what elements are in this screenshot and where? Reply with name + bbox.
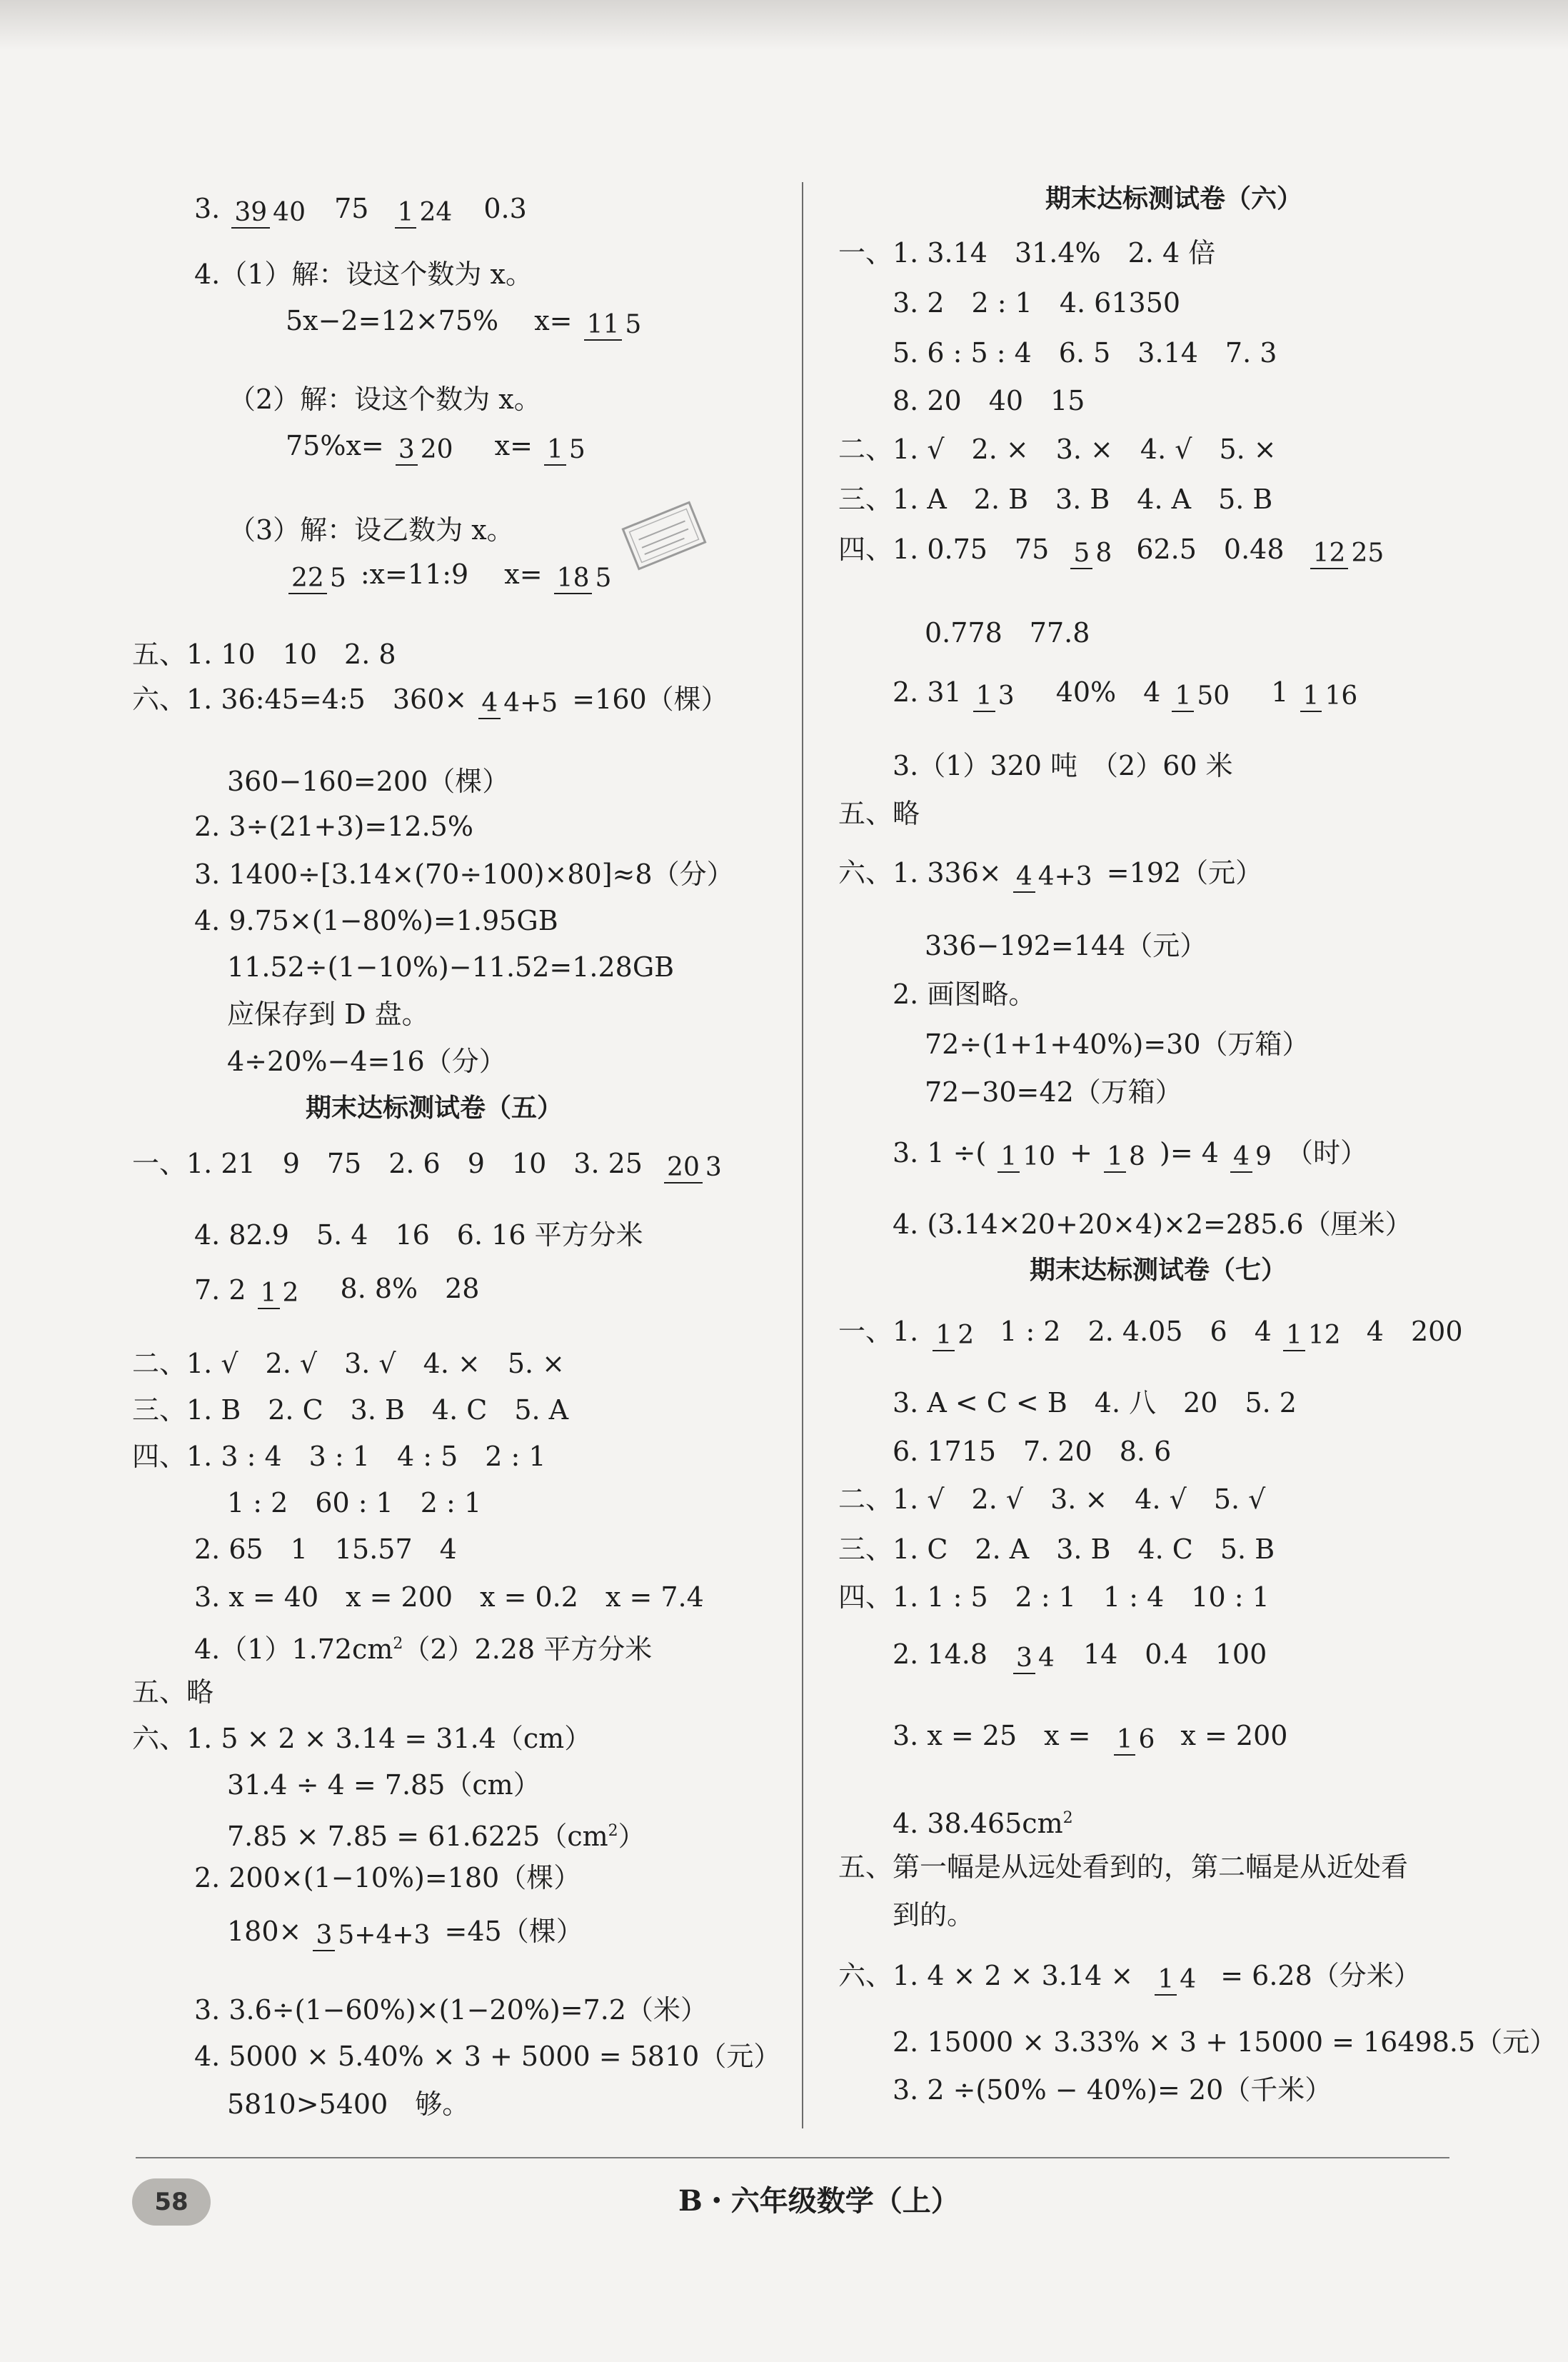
- fraction: 1 3: [973, 678, 1017, 712]
- answer-line: 2. 200×(1−10%)=180（棵）: [194, 1862, 581, 1893]
- fraction: 11 5: [584, 306, 645, 341]
- stamp-mark-icon: [610, 493, 718, 579]
- fraction: 3 4: [1013, 1640, 1057, 1674]
- fraction: 1 12: [1283, 1317, 1344, 1351]
- answer-line: 72÷(1+1+40%)=30（万箱）: [925, 1029, 1310, 1060]
- answer-line: 三、1. B 2. C 3. B 4. C 5. A: [132, 1394, 569, 1426]
- answer-line: 336−192=144（元）: [925, 930, 1207, 961]
- fraction: 1 24: [395, 194, 456, 229]
- answer-line: 5810>5400 够。: [227, 2088, 470, 2120]
- fraction: 4 9: [1230, 1139, 1275, 1173]
- answer-line: 3. 2 ÷(50% − 40%)= 20（千米）: [893, 2074, 1332, 2106]
- section-heading: 期末达标测试卷（五）: [306, 1094, 563, 1123]
- answer-line: 二、1. √ 2. √ 3. × 4. √ 5. √: [838, 1483, 1266, 1515]
- answer-line: 六、1. 4 × 2 × 3.14 × 1 4 = 6.28（分米）: [838, 1960, 1421, 1994]
- answer-line: 3.（1）320 吨 （2）60 米: [893, 750, 1233, 781]
- answer-line: 31.4 ÷ 4 = 7.85（cm）: [227, 1769, 541, 1801]
- answer-line: 4. 9.75×(1−80%)=1.95GB: [194, 905, 558, 936]
- fraction: 39 40: [231, 194, 308, 229]
- fraction: 1 2: [933, 1317, 977, 1351]
- fraction: 4 4+3: [1013, 859, 1095, 893]
- fraction: 1 10: [997, 1139, 1058, 1173]
- answer-line: （3）解：设乙数为 x。: [228, 514, 514, 546]
- answer-line: 六、1. 336× 4 4+3 =192（元）: [838, 857, 1263, 891]
- answer-line: 四、1. 0.75 75 5 8 62.5 0.48 12 25: [838, 532, 1389, 569]
- answer-line: 应保存到 D 盘。: [227, 999, 429, 1030]
- column-divider: [802, 182, 803, 2128]
- fraction: 3 20: [396, 431, 456, 466]
- answer-line: 五、略: [132, 1676, 214, 1708]
- answer-line: 5x−2=12×75% x= 11 5: [286, 304, 647, 341]
- answer-line: 五、略: [838, 798, 920, 829]
- answer-line: 5. 6 : 5 : 4 6. 5 3.14 7. 3: [893, 337, 1277, 369]
- answer-line: 一、1. 21 9 75 2. 6 9 10 3. 25 20 3: [132, 1146, 728, 1183]
- answer-line: $7.85 \times 7.85 = 61.6225(cm^2)$: [227, 1820, 645, 1852]
- answer-line: 0.778 77.8: [925, 617, 1090, 649]
- answer-line: 一、1. 1 2 1 : 2 2. 4.05 6 4 1 12 4 200: [838, 1316, 1463, 1350]
- answer-line: 三、1. C 2. A 3. B 4. C 5. B: [838, 1533, 1275, 1565]
- answer-line: 4. 5000 × 5.40% × 3 + 5000 = 5810（元）: [194, 2041, 781, 2072]
- answer-line: 2. 画图略。: [893, 979, 1036, 1010]
- answer-line: 五、第一幅是从远处看到的，第二幅是从近处看: [838, 1851, 1409, 1883]
- answer-line: 到的。: [893, 1899, 975, 1931]
- answer-line: 3. 1400÷[3.14×(70÷100)×80]≈8（分）: [194, 859, 734, 890]
- answer-line: 72−30=42（万箱）: [925, 1076, 1182, 1108]
- answer-line: 2. 31 1 3 40% 4 1 50 1 1 16: [893, 675, 1363, 712]
- fraction: 1 4: [1155, 1961, 1199, 1996]
- answer-line: 二、1. √ 2. × 3. × 4. √ 5. ×: [838, 434, 1277, 465]
- right-column: [807, 0, 1568, 2178]
- answer-line: 4. (3.14×20+20×4)×2=285.6（厘米）: [893, 1208, 1412, 1240]
- answer-line: 2. 14.8 3 4 14 0.4 100: [893, 1638, 1267, 1673]
- answer-line: 2. 65 1 15.57 4: [194, 1533, 457, 1565]
- left-column: [0, 0, 800, 2178]
- answer-line: 7. 2 1 2 8. 8% 28: [194, 1273, 480, 1308]
- fraction: 12 25: [1310, 535, 1387, 569]
- answer-line: 二、1. √ 2. √ 3. √ 4. × 5. ×: [132, 1348, 565, 1379]
- section-heading: 期末达标测试卷（七）: [1030, 1256, 1287, 1285]
- answer-line: 3. x = 40 x = 200 x = 0.2 x = 7.4: [194, 1581, 704, 1613]
- answer-line: 4. 82.9 5. 4 16 6. 16 平方分米: [194, 1219, 643, 1251]
- fraction: 5 8: [1070, 535, 1115, 569]
- answer-line: 2. 3÷(21+3)=12.5%: [194, 811, 473, 842]
- answer-line: 三、1. A 2. B 3. B 4. A 5. B: [838, 484, 1273, 515]
- answer-line: 8. 20 40 15: [893, 385, 1085, 416]
- fraction: 1 50: [1172, 678, 1232, 712]
- answer-line: 3. 39 40 75 1 24 0.3: [194, 193, 527, 227]
- answer-line: 3. 3.6÷(1−60%)×(1−20%)=7.2（米）: [194, 1994, 708, 2026]
- answer-line: 3. A < C < B 4. 八 20 5. 2: [893, 1387, 1297, 1418]
- fraction: 20 3: [664, 1149, 725, 1183]
- answer-line: 11.52÷(1−10%)−11.52=1.28GB: [227, 951, 675, 983]
- answer-line: 四、1. 1 : 5 2 : 1 1 : 4 10 : 1: [838, 1581, 1270, 1613]
- fraction: 1 8: [1104, 1139, 1148, 1173]
- answer-line: 2. 15000 × 3.33% × 3 + 15000 = 16498.5（元）: [893, 2026, 1557, 2058]
- answer-line: 3. x = 25 x = 1 6 x = 200: [893, 1720, 1288, 1754]
- fraction: 1 2: [258, 1275, 302, 1309]
- answer-line: 六、1. 36:45=4:5 360× 4 4+5 =160（棵）: [132, 684, 728, 718]
- answer-line: 四、1. 3 : 4 3 : 1 4 : 5 2 : 1: [132, 1441, 546, 1472]
- answer-line: 4÷20%−4=16（分）: [227, 1046, 506, 1077]
- fraction: 4 4+5: [478, 685, 561, 719]
- answer-line: 4.（1）解：设这个数为 x。: [194, 259, 533, 290]
- fraction: 1 6: [1114, 1721, 1158, 1756]
- answer-line: 180× 3 5+4+3 =45（棵）: [227, 1916, 583, 1950]
- answer-line: 五、1. 10 10 2. 8: [132, 639, 396, 670]
- answer-line: 22 5 :x=11:9 x= 18 5: [286, 557, 617, 594]
- answer-line: 4. $38.465cm^2$: [893, 1807, 1073, 1839]
- answer-line: 1 : 2 60 : 1 2 : 1: [227, 1487, 482, 1518]
- footer-title: B・六年级数学（上）: [678, 2184, 960, 2218]
- answer-line: 75%x= 3 20 x= 1 5: [286, 429, 591, 466]
- page-number: 58: [132, 2178, 211, 2226]
- answer-line: $4.(1)1.72cm^2(2)2.28$ 平方分米: [194, 1633, 653, 1665]
- fraction: 1 16: [1300, 678, 1361, 712]
- answer-line: （2）解：设这个数为 x。: [228, 384, 541, 415]
- answer-line: 一、1. 3.14 31.4% 2. 4 倍: [838, 237, 1216, 269]
- answer-line: 六、1. 5 × 2 × 3.14 = 31.4（cm）: [132, 1723, 592, 1754]
- answer-line: 6. 1715 7. 20 8. 6: [893, 1436, 1172, 1467]
- section-heading: 期末达标测试卷（六）: [1045, 184, 1303, 214]
- answer-line: 3. 1 ÷( 1 10 + 1 8 )= 4 4 9 （时）: [893, 1137, 1367, 1171]
- answer-line: 360−160=200（棵）: [227, 766, 510, 797]
- footer-rule: [136, 2157, 1449, 2158]
- fraction: 3 5+4+3: [313, 1917, 433, 1951]
- fraction: 22 5: [288, 560, 349, 594]
- answer-line: 3. 2 2 : 1 4. 61350: [893, 287, 1181, 319]
- fraction: 18 5: [554, 560, 615, 594]
- fraction: 1 5: [544, 431, 588, 466]
